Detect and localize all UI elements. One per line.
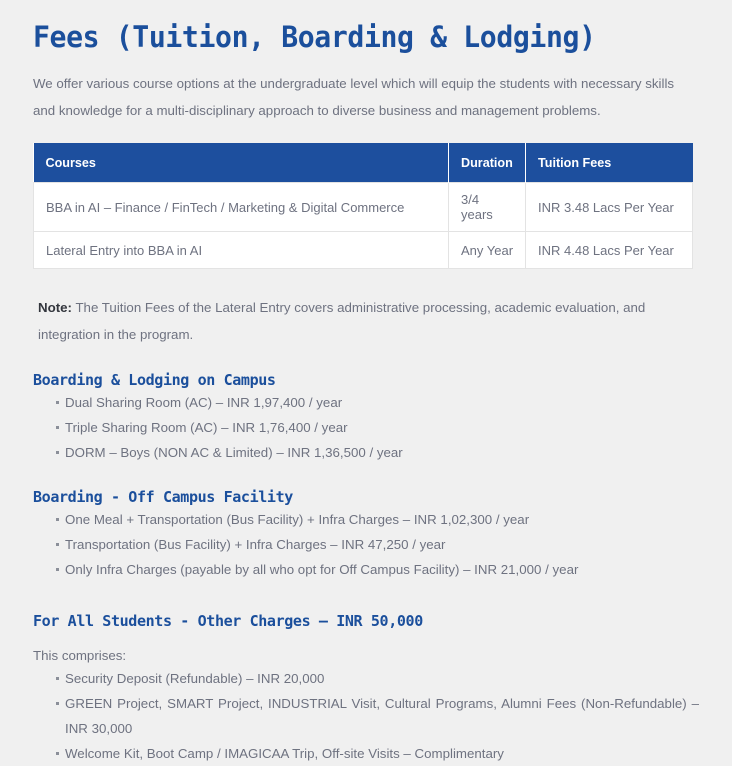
other-charges-list <box>33 666 699 766</box>
comprises-label: This comprises: <box>33 648 127 663</box>
note-text: The Tuition Fees of the Lateral Entry covers administrative processing, academic evaluation, and integration in the program. <box>38 300 646 342</box>
list-item: One Meal + Transportation (Bus Facility) + Infra Charges – INR 1,02,300 / year <box>33 507 699 532</box>
fees-table <box>33 143 693 269</box>
list-item: GREEN Project, SMART Project, INDUSTRIAL Visit, Cultural Programs, Alumni Fees (Non-Refundable) – INR 30,000 <box>33 691 699 741</box>
boarding-on-campus-list <box>33 390 699 465</box>
cell-duration: Any Year <box>449 232 526 269</box>
page-title: Fees (Tuition, Boarding & Lodging) <box>33 20 596 54</box>
note-label: Note: <box>38 300 72 315</box>
list-item: Welcome Kit, Boot Camp / IMAGICAA Trip, Off-site Visits – Complimentary <box>33 741 699 766</box>
cell-duration: 3/4 years <box>449 183 526 232</box>
boarding-off-campus-section <box>33 487 699 582</box>
section-title-boarding-off-campus: Boarding - Off Campus Facility <box>33 488 293 506</box>
column-header-tuition-fees: Tuition Fees <box>526 143 693 183</box>
section-title-boarding-on-campus: Boarding & Lodging on Campus <box>33 371 276 389</box>
cell-course: BBA in AI – Finance / FinTech / Marketing & Digital Commerce <box>34 183 449 232</box>
table-header-row <box>34 143 693 183</box>
cell-fees: INR 3.48 Lacs Per Year <box>526 183 693 232</box>
fees-table-body <box>34 183 693 269</box>
note-block <box>33 294 699 348</box>
list-item: Triple Sharing Room (AC) – INR 1,76,400 / year <box>33 415 699 440</box>
column-header-courses: Courses <box>34 143 449 183</box>
comprises-block <box>33 646 699 666</box>
cell-fees: INR 4.48 Lacs Per Year <box>526 232 693 269</box>
cell-course: Lateral Entry into BBA in AI <box>34 232 449 269</box>
list-item: Only Infra Charges (payable by all who opt for Off Campus Facility) – INR 21,000 / year <box>33 557 699 582</box>
boarding-off-campus-list <box>33 507 699 582</box>
list-item: DORM – Boys (NON AC & Limited) – INR 1,36,500 / year <box>33 440 699 465</box>
list-item: Transportation (Bus Facility) + Infra Charges – INR 47,250 / year <box>33 532 699 557</box>
fees-table-head <box>34 143 693 183</box>
table-row <box>34 183 693 232</box>
boarding-on-campus-section <box>33 370 699 465</box>
intro-paragraph: We offer various course options at the undergraduate level which will equip the students with necessary skills and knowledge for a multi-disciplinary approach to diverse business and management problems. <box>33 76 675 118</box>
list-item: Dual Sharing Room (AC) – INR 1,97,400 / year <box>33 390 699 415</box>
note-paragraph <box>33 294 698 348</box>
other-charges-section <box>33 611 699 766</box>
column-header-duration: Duration <box>449 143 526 183</box>
list-item: Security Deposit (Refundable) – INR 20,000 <box>33 666 699 691</box>
table-row <box>34 232 693 269</box>
section-title-other-charges: For All Students - Other Charges – INR 50,000 <box>33 612 423 630</box>
